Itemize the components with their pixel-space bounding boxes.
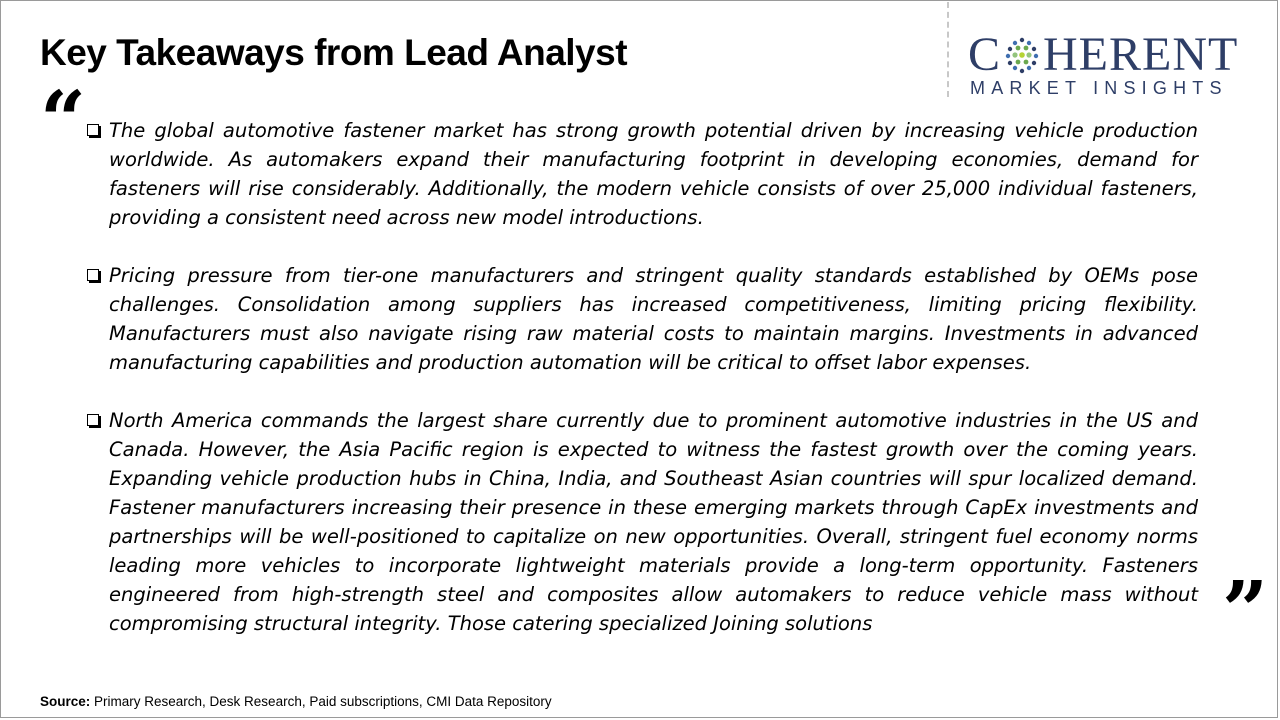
checkbox-bullet-icon [87,124,99,136]
source-label: Source: [40,694,91,709]
checkbox-bullet-icon [87,269,99,281]
list-item-text: North America commands the largest share currently due to prominent automotive industries in the US and Canada. However, the Asia Pacific region is expected to witness the fastest growth over the coming years. Expanding vehicle production hubs in China, India, and Southeast Asian countries will spur localized demand. Fastener manufacturers increasing their presence in these emerging markets through CapEx investments and partnerships will be well-positioned to capitalize on new opportunities. Overall, stringent fuel economy norms leading more vehicles to incorporate lightweight materials provide a long-term opportunity. Fasteners engineered from high-strength steel and composites allow automakers to reduce vehicle mass without compromising structural integrity. Those catering specialized Joining solutions [109,409,1198,635]
company-logo [968,30,1260,100]
checkbox-bullet-icon [87,414,99,426]
source-text: Primary Research, Desk Research, Paid subscriptions, CMI Data Repository [90,694,552,709]
open-quote-icon: “ [40,73,87,167]
header-divider [947,2,949,97]
logo-tagline: MARKET INSIGHTS [970,78,1228,98]
list-item [85,116,1198,232]
source-note [40,694,552,709]
list-item [85,261,1198,377]
list-item-text: The global automotive fastener market has strong growth potential driven by increasing vehicle production worldwide. As automakers expand their manufacturing footprint in developing economies, demand for fasteners will rise considerably. Additionally, the modern vehicle consists of over 25,000 individual fasteners, providing a consistent need across new model introductions. [109,119,1198,229]
close-quote-icon: ” [1222,563,1269,657]
list-item [85,406,1198,638]
list-item-text: Pricing pressure from tier-one manufacturers and stringent quality standards established by OEMs pose challenges. Consolidation among suppliers has increased competitiveness, limiting pricing flexibility. Manufacturers must also navigate rising raw material costs to maintain margins. Investments in advanced manufacturing capabilities and production automation will be critical to offset labor expenses. [109,264,1198,374]
globe-dots-icon [1003,33,1041,75]
logo-letter-c: C [968,28,1002,81]
logo-letters-rest: HERENT [1043,28,1239,81]
takeaways-list [85,116,1198,667]
logo-wordmark [968,30,1238,80]
page-title: Key Takeaways from Lead Analyst [40,32,628,73]
